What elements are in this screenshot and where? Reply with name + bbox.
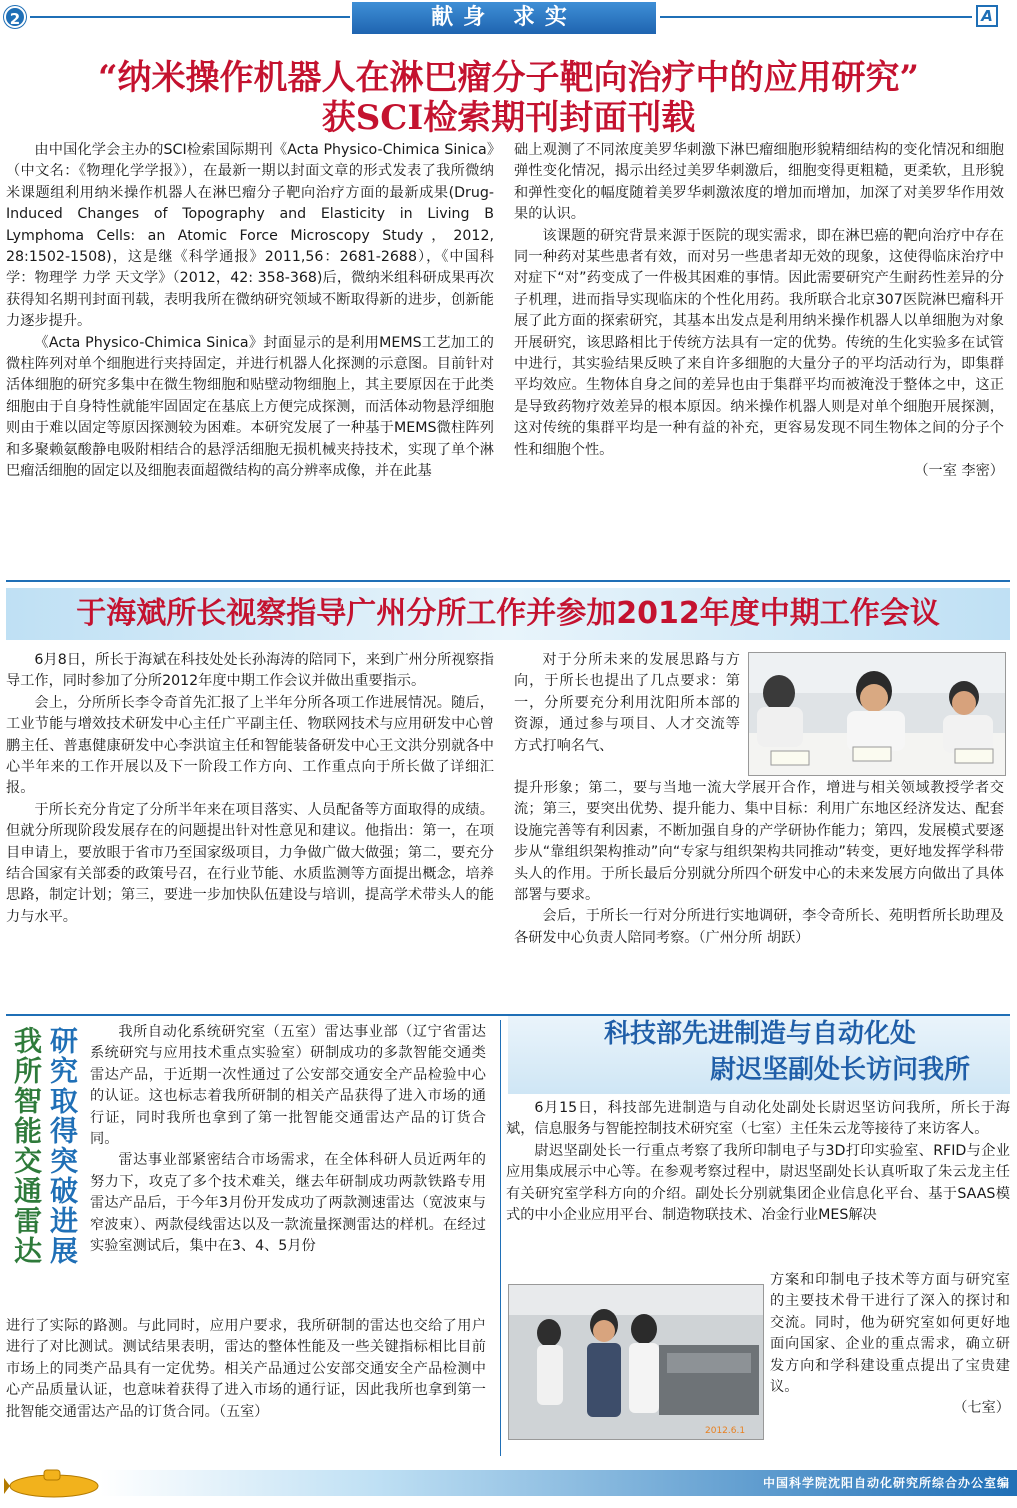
section-banner: 献身 求实 — [352, 2, 656, 34]
article4-signature: （七室） — [953, 1400, 1010, 1417]
submarine-icon — [4, 1464, 104, 1502]
article4-paragraph: 6月15日，科技部先进制造与自动化处副处长尉迟坚访问我所，所长于海斌，信息服务与智能控制技术研究室（七室）主任朱云龙等接待了来访客人。 — [506, 1100, 1010, 1138]
article3-paragraph: 雷达事业部紧密结合市场需求，在全体科研人员近两年的努力下，攻克了多个技术难关，继去年研制成功两款铁路专用雷达产品后，于今年3月份开发成功了两款测速雷达（宽波束与窄波束）、两款侵线雷达以及一款流量探测雷达的样机。在经过实验室测试后，集中在3、4、5月份 — [90, 1152, 486, 1255]
article4-paragraph: 尉迟坚副处长一行重点考察了我所印制电子与3D打印实验室、RFID与企业应用集成展示中心等。在参观考察过程中，尉迟坚副处长认真听取了朱云龙主任有关研究室学科方向的介绍。副处长分别就集团企业信息化平台、基于SAAS模式的中小企业应用平台、制造物联技术、冶金行业MES解决 — [506, 1142, 1010, 1224]
article2-paragraph: 会上，分所所长李令奇首先汇报了上半年分所各项工作进展情况。随后，工业节能与增效技术研发中心主任广平副主任、物联网技术与应用研发中心曾鹏主任、普惠健康研发中心李洪谊主任和智能装备研发中心王文洪分别就各中心半年来的工作开展以及下一阶段工作方向、工作重点向于所长做了详细汇报。 — [6, 694, 494, 797]
article2-right-column-top — [514, 650, 740, 757]
article4-body-right — [770, 1270, 1010, 1420]
footer-publisher: 中国科学院沈阳自动化研究所综合办公室编 — [762, 1476, 1010, 1490]
article2-left-column — [6, 650, 494, 928]
photo-date-stamp: 2012.6.1 — [705, 1426, 746, 1436]
article1-left-column — [6, 140, 494, 483]
article2-paragraph: 6月8日，所长于海斌在科技处处长孙海涛的陪同下，来到广州分所视察指导工作，同时参加了分所2012年度中期工作会议并做出重要指示。 — [6, 652, 494, 690]
section-divider — [6, 580, 1010, 582]
article4-body-top — [506, 1098, 1010, 1226]
article3-paragraph: 我所自动化系统研究室（五室）雷达事业部（辽宁省雷达系统研究与应用技术重点实验室）研制成功的多款智能交通类雷达产品，于近期一次性通过了公安部交通安全产品检验中心的认证。这也标志着我所研制的相关产品获得了进入市场的通行证，同时我所也拿到了第一批智能交通雷达产品的订货合同。 — [90, 1024, 486, 1148]
article1-title-line1: “纳米操作机器人在淋巴瘤分子靶向治疗中的应用研究” — [97, 58, 920, 98]
article1-signature: （一室 李密） — [914, 463, 1004, 480]
article2-paragraph: 对于分所未来的发展思路与方向，于所长也提出了几点要求：第一，分所要充分利用沈阳所本部的资源，通过参与项目、人才交流等方式打响名气、 — [514, 652, 740, 754]
article3-vertical-title-col2: 研究取得突破进展 — [46, 1026, 79, 1266]
article2-title: 于海斌所长视察指导广州分所工作并参加2012年度中期工作会议 — [76, 596, 940, 631]
article4-title-line2: 尉迟坚副处长访问我所 — [709, 1055, 970, 1085]
article1-paragraph: 该课题的研究背景来源于医院的现实需求，即在淋巴癌的靶向治疗中存在同一种药对某些患者有效，而对另一些患者却无效的现象，这使得临床治疗中对症下“对”药变成了一件极其困难的事情。因此需要研究产生耐药性差异的分子机理，进而指导实现临床的个性化用药。我所联合北京307医院淋巴瘤科开展了此方面的探索研究，其基本出发点是利用纳米操作机器人以单细胞为对象开展研究，该思路相比于传统方法具有一定的优势。传统的生化实验多在试管中进行，其实验结果反映了来自许多细胞的大量分子的平均活动行为，即集群平均效应。生物体自身之间的差异也由于集群平均而被淹没于整体之中，这正是导致药物疗效差异的根本原因。纳米操作机器人则是对单个细胞开展探测，这对传统的集群平均是一种有益的补充，更容易发现不同生物体之间的分子个性和细胞个性。 — [514, 227, 1004, 458]
article1-right-column — [514, 140, 1004, 483]
meeting-photo — [748, 652, 1006, 776]
article2-paragraph: 会后，于所长一行对分所进行实地调研，李令奇所长、苑明哲所长助理及各研发中心负责人陪同考察。（广州分所 胡跃） — [514, 908, 1004, 946]
institute-logo-icon: A — [976, 5, 998, 27]
article3-vertical-title-col1: 我所智能交通雷达 — [10, 1026, 43, 1266]
header-rule-right — [660, 16, 972, 18]
article1-paragraph: 由中国化学会主办的SCI检索国际期刊《Acta Physico-Chimica Sinica》（中文名：《物理化学学报》），在最新一期以封面文章的形式发表了我所微纳米课题组利用纳米操作机器人在淋巴瘤分子靶向治疗方面的最新成果(Drug-Induced Changes of Topography and Elasticity in Living B Lymphoma Cells: an Atomic Force Microscopy Study，2012, 28:1502-1508)，这是继《科学通报》2011,56：2681-2688），《中国科学：物理学 力学 天文学》（2012，42: 358-368)后，微纳米组科研成果再次获得知名期刊封面刊载，表明我所在微纳研究领域不断取得新的进步，创新能力逐步提升。 — [6, 142, 494, 330]
article4-paragraph: 方案和印制电子技术等方面与研究室的主要技术骨干进行了深入的探讨和交流。同时，他为研究室如何更好地面向国家、企业的重点需求，确立研发方向和学科建设重点提出了宝贵建议。 — [770, 1272, 1010, 1396]
lab-visit-photo — [508, 1284, 764, 1440]
article2-paragraph: 于所长充分肯定了分所半年来在项目落实、人员配备等方面取得的成绩。但就分所现阶段发展存在的问题提出针对性意见和建议。他指出：第一，在项目申请上，要放眼于省市乃至国家级项目，力争做广做大做强；第二，要充分结合国家有关部委的政策号召，在行业节能、水质监测等方面提出概念，培养思路，制定计划；第三，要进一步加快队伍建设与培训，提高学术带头人的能力与水平。 — [6, 801, 494, 925]
article3-body-bottom — [6, 1316, 486, 1423]
article2-right-column-bottom — [514, 778, 1004, 949]
article1-paragraph: 《Acta Physico-Chimica Sinica》封面显示的是利用MEMS工艺加工的微柱阵列对单个细胞进行夹持固定，并进行机器人化探测的示意图。目前针对活体细胞的研究多集中在微生物细胞和贴壁动物细胞上，其主要原因在于此类细胞由于自身特性就能牢固固定在基底上方便完成探测，而活体动物悬浮细胞则由于难以固定等原因探测较为困难。本研究发展了一种基于MEMS微柱阵列和多聚赖氨酸静电吸附相结合的悬浮活细胞无损机械夹持技术，实现了单个淋巴瘤活细胞的固定以及细胞表面超微结构的高分辨率成像，并在此基 — [6, 334, 494, 480]
article1-paragraph: 础上观测了不同浓度美罗华刺激下淋巴瘤细胞形貌精细结构的变化情况和细胞弹性变化情况，揭示出经过美罗华刺激后，细胞变得更粗糙，更柔软，且形貌和弹性变化的幅度随着美罗华刺激浓度的增加而增加，加深了对美罗华作用效果的认识。 — [514, 142, 1004, 223]
column-divider — [500, 1020, 501, 1456]
page-number: 2 — [4, 6, 26, 28]
header-rule-left — [30, 16, 350, 18]
article2-paragraph: 提升形象；第二，要与当地一流大学展开合作，增进与相关领域教授学者交流；第三，要突出优势、提升能力、集中目标：利用广东地区经济发达、配套设施完善等有利因素，不断加强自身的产学研协作能力；第四，发展模式要逐步从“靠组织架构推动”向“专家与组织架构共同推动”转变，更好地发挥学科带头人的作用。于所长最后分别就分所四个研发中心的未来发展方向做出了具体部署与要求。 — [514, 780, 1004, 904]
article4-title-line1: 科技部先进制造与自动化处 — [603, 1019, 916, 1049]
article1-title-line2: 获SCI检索期刊封面刊载 — [321, 98, 696, 138]
article3-paragraph: 进行了实际的路测。与此同时，应用户要求，我所研制的雷达也交给了用户进行了对比测试。测试结果表明，雷达的整体性能及一些关键指标相比目前市场上的同类产品具有一定优势。相关产品通过公安部交通安全产品检测中心产品质量认证，也意味着获得了进入市场的通行证，因此我所也拿到第一批智能交通雷达产品的订货合同。（五室） — [6, 1318, 486, 1420]
article3-body-top — [90, 1022, 486, 1257]
